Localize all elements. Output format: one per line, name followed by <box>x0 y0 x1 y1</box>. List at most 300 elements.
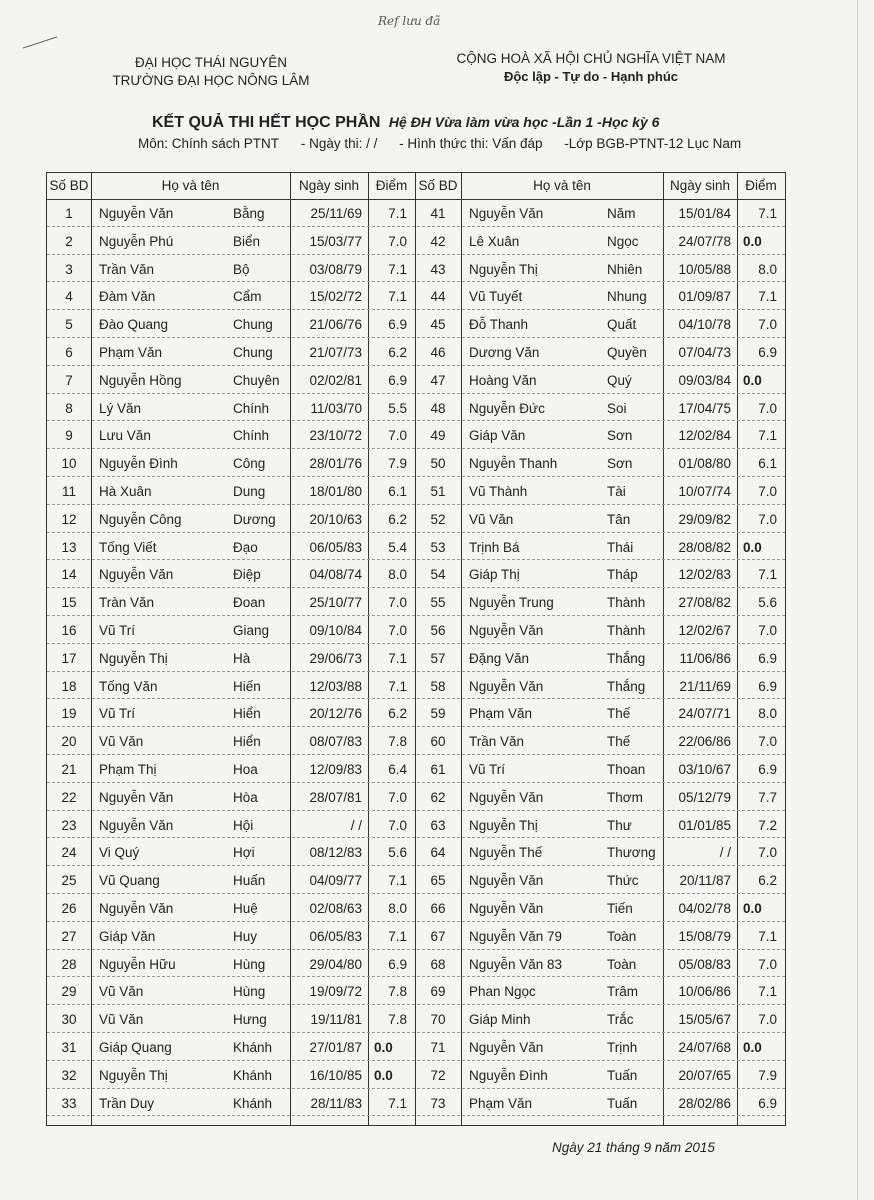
exam-form-label: - Hình thức thi: Vấn đáp <box>399 136 543 151</box>
cell-ten: Thái <box>607 539 634 555</box>
cell-ten: Chung <box>233 345 273 360</box>
cell-score: 5.4 <box>388 539 407 555</box>
table-row <box>47 645 785 673</box>
cell-ten: Hiến <box>233 678 261 694</box>
cell-ho: Vũ Văn <box>99 1012 144 1028</box>
cell-dob: 12/02/67 <box>678 623 731 638</box>
table-row <box>47 700 785 728</box>
cell-score: 7.0 <box>758 317 777 333</box>
cell-no: 68 <box>430 956 446 972</box>
cell-score: 6.4 <box>388 762 407 777</box>
table-row <box>47 561 785 589</box>
cell-dob: 28/02/86 <box>678 1095 731 1111</box>
cell-score: 0.0 <box>374 1040 393 1055</box>
cell-dob: 25/10/77 <box>309 595 362 611</box>
cell-no: 53 <box>430 539 446 555</box>
table-row <box>47 895 785 923</box>
table-row <box>47 422 785 450</box>
cell-score: 7.1 <box>388 678 407 694</box>
cell-ho: Trần Văn <box>99 261 155 277</box>
cell-ten: Chính <box>233 400 270 416</box>
cell-score: 7.1 <box>388 873 407 889</box>
cell-ten: Huệ <box>233 901 258 916</box>
cell-ho: Phạm Văn <box>469 1095 533 1111</box>
exam-date-label: - Ngày thi: / / <box>300 136 378 151</box>
cell-ten: Cẩm <box>233 289 262 305</box>
cell-ho: Đào Quang <box>99 317 169 333</box>
cell-no: 57 <box>430 650 446 666</box>
cell-no: 70 <box>430 1012 446 1028</box>
handwritten-note: Ref lưu đã <box>378 14 441 28</box>
cell-no: 50 <box>430 456 446 472</box>
cell-ho: Nguyễn Thế <box>469 845 543 861</box>
cell-ten: Chung <box>233 317 273 333</box>
table-row <box>47 534 785 562</box>
cell-ho: Nguyễn Hồng <box>99 372 182 388</box>
cell-score: 7.1 <box>388 650 407 666</box>
cell-ho: Nguyễn Thị <box>469 817 538 833</box>
cell-no: 66 <box>430 901 446 916</box>
cell-no: 61 <box>430 762 446 777</box>
header-no-right: Số BD <box>418 178 458 193</box>
cell-ten: Tiến <box>607 901 633 916</box>
cell-dob: 12/03/88 <box>309 678 362 694</box>
cell-ten: Hiển <box>233 706 261 722</box>
cell-ho: Giáp Minh <box>469 1012 531 1028</box>
cell-no: 45 <box>430 317 446 333</box>
cell-no: 47 <box>430 372 446 388</box>
cell-ten: Tài <box>607 484 626 499</box>
cell-dob: 20/11/87 <box>679 873 731 889</box>
table-row <box>47 395 785 423</box>
class-label: -Lớp BGB-PTNT-12 Lục Nam <box>564 136 742 151</box>
cell-score: 7.9 <box>388 456 407 472</box>
cell-no: 48 <box>430 400 446 416</box>
results-table <box>46 172 786 1126</box>
cell-score: 7.0 <box>758 511 777 527</box>
cell-ho: Tống Văn <box>99 678 158 694</box>
cell-ho: Nguyễn Hữu <box>99 956 176 972</box>
table-row <box>47 1062 785 1090</box>
cell-score: 6.9 <box>388 956 407 972</box>
cell-ten: Thương <box>607 845 656 861</box>
cell-dob: 02/02/81 <box>309 372 362 388</box>
cell-dob: 01/01/85 <box>678 817 731 833</box>
cell-ten: Năm <box>607 206 636 221</box>
table-row <box>47 478 785 506</box>
header-no-left: Số BD <box>49 178 89 193</box>
cell-ho: Giáp Thị <box>469 567 520 583</box>
cell-no: 26 <box>61 901 77 916</box>
cell-no: 7 <box>65 372 73 388</box>
cell-dob: 19/11/81 <box>310 1012 362 1028</box>
cell-ten: Dương <box>233 511 276 527</box>
cell-dob: 16/10/85 <box>309 1067 362 1083</box>
cell-no: 3 <box>65 261 73 277</box>
table-row <box>47 311 785 339</box>
table-row <box>47 256 785 284</box>
cell-ho: Tràn Văn <box>99 595 155 611</box>
table-row <box>47 756 785 784</box>
table-row <box>47 728 785 756</box>
header-dob-right: Ngày sinh <box>669 178 731 193</box>
cell-dob: 06/05/83 <box>309 928 362 944</box>
cell-no: 41 <box>430 206 446 221</box>
cell-no: 12 <box>61 511 77 527</box>
cell-dob: 21/07/73 <box>309 345 362 360</box>
cell-no: 55 <box>430 595 446 611</box>
cell-dob: 15/02/72 <box>309 289 362 305</box>
cell-no: 64 <box>430 845 446 861</box>
cell-dob: 27/01/87 <box>309 1040 362 1055</box>
exam-info <box>138 136 759 151</box>
cell-score: 7.0 <box>388 817 407 833</box>
table-row <box>47 283 785 311</box>
cell-no: 14 <box>61 567 77 583</box>
cell-ho: Nguyễn Trung <box>469 595 554 611</box>
subject-label: Môn: Chính sách PTNT <box>138 136 280 151</box>
cell-ho: Hoàng Văn <box>469 372 537 388</box>
cell-ten: Quất <box>607 317 637 333</box>
header-name-left: Họ và tên <box>161 178 220 193</box>
cell-ho: Đỗ Thanh <box>469 317 529 333</box>
cell-ho: Nguyễn Thị <box>99 1067 168 1083</box>
cell-ho: Nguyễn Văn <box>469 789 544 805</box>
cell-ho: Nguyễn Văn 83 <box>469 956 563 972</box>
cell-ten: Quý <box>607 372 632 388</box>
cell-dob: 04/08/74 <box>309 567 362 583</box>
cell-ten: Đoan <box>233 595 266 611</box>
cell-ten: Hòa <box>233 789 258 805</box>
cell-score: 7.1 <box>758 428 777 444</box>
cell-score: 7.9 <box>758 1067 777 1083</box>
cell-score: 7.0 <box>388 623 407 638</box>
cell-ten: Sơn <box>607 456 633 472</box>
cell-ten: Soi <box>607 400 627 416</box>
cell-ten: Hiển <box>233 734 261 750</box>
cell-ten: Hùng <box>233 984 266 1000</box>
cell-no: 27 <box>61 928 77 944</box>
cell-score: 0.0 <box>374 1067 393 1083</box>
cell-score: 8.0 <box>388 567 407 583</box>
cell-no: 9 <box>65 428 73 444</box>
cell-no: 1 <box>65 206 73 221</box>
cell-dob: 15/08/79 <box>678 928 731 944</box>
cell-score: 8.0 <box>758 706 777 722</box>
table-row <box>47 1034 785 1062</box>
cell-dob: 01/09/87 <box>678 289 731 305</box>
cell-ten: Thức <box>607 873 639 889</box>
cell-score: 7.8 <box>388 734 407 750</box>
cell-dob: 22/06/86 <box>678 734 731 750</box>
cell-score: 7.0 <box>758 400 777 416</box>
cell-ten: Hà <box>233 650 251 666</box>
cell-no: 63 <box>430 817 446 833</box>
cell-no: 22 <box>61 789 77 805</box>
cell-dob: 21/06/76 <box>309 317 362 333</box>
cell-no: 2 <box>65 233 73 249</box>
cell-ten: Tuấn <box>607 1095 638 1111</box>
cell-dob: 15/03/77 <box>309 233 362 249</box>
table-row <box>47 589 785 617</box>
table-row <box>47 673 785 701</box>
cell-score: 7.7 <box>758 789 777 805</box>
cell-dob: 28/07/81 <box>309 789 362 805</box>
cell-no: 73 <box>430 1095 446 1111</box>
cell-ten: Hưng <box>233 1012 267 1028</box>
cell-ho: Giáp Văn <box>99 928 156 944</box>
cell-score: 5.6 <box>388 845 407 861</box>
cell-dob: 12/02/83 <box>678 567 731 583</box>
cell-dob: 28/11/83 <box>310 1095 362 1111</box>
cell-ten: Chính <box>233 428 270 444</box>
cell-dob: 27/08/82 <box>678 595 731 611</box>
cell-ho: Nguyễn Văn <box>99 901 174 916</box>
cell-ho: Trần Văn <box>469 734 525 750</box>
cell-ten: Giang <box>233 623 270 638</box>
cell-dob: 10/05/88 <box>678 261 731 277</box>
cell-no: 4 <box>65 289 73 305</box>
national-motto: Độc lập - Tự do - Hạnh phúc <box>503 69 679 84</box>
cell-ho: Nguyễn Đình <box>469 1067 548 1083</box>
cell-no: 69 <box>430 984 446 1000</box>
page-edge <box>857 0 858 1200</box>
cell-dob: 18/01/80 <box>309 484 362 499</box>
cell-score: 6.9 <box>758 678 777 694</box>
cell-dob: 08/07/83 <box>309 734 362 750</box>
cell-score: 6.9 <box>758 650 777 666</box>
cell-ten: Thành <box>607 623 646 638</box>
cell-score: 7.1 <box>388 206 407 221</box>
cell-dob: 03/10/67 <box>678 762 731 777</box>
cell-dob: 12/02/84 <box>678 428 731 444</box>
cell-score: 7.1 <box>758 928 777 944</box>
cell-no: 24 <box>61 845 77 861</box>
cell-no: 67 <box>430 928 446 944</box>
cell-ten: Dung <box>233 484 266 499</box>
signing-date: Ngày 21 tháng 9 năm 2015 <box>552 1140 715 1155</box>
table-body <box>47 200 785 1125</box>
cell-ho: Lê Xuân <box>469 233 520 249</box>
cell-ho: Vũ Văn <box>99 984 144 1000</box>
cell-no: 33 <box>61 1095 77 1111</box>
cell-ho: Tống Viết <box>99 539 157 555</box>
table-row <box>47 200 785 228</box>
cell-dob: 04/10/78 <box>678 317 731 333</box>
cell-ho: Nguyễn Phú <box>99 233 174 249</box>
cell-no: 72 <box>430 1067 446 1083</box>
cell-ho: Phan Ngọc <box>469 984 536 1000</box>
cell-score: 7.8 <box>388 1012 407 1028</box>
cell-no: 17 <box>61 650 77 666</box>
cell-score: 7.1 <box>758 984 777 1000</box>
cell-ten: Khánh <box>233 1095 273 1111</box>
cell-ho: Nguyễn Văn <box>469 206 544 221</box>
cell-no: 19 <box>61 706 77 722</box>
cell-ten: Chuyên <box>233 372 280 388</box>
cell-score: 7.0 <box>388 789 407 805</box>
table-row <box>47 450 785 478</box>
cell-ho: Nguyễn Văn <box>469 623 544 638</box>
cell-ten: Thế <box>607 734 631 750</box>
cell-no: 44 <box>430 289 446 305</box>
table-row <box>47 506 785 534</box>
cell-dob: 12/09/83 <box>309 762 362 777</box>
cell-score: 7.1 <box>758 206 777 221</box>
cell-ho: Vũ Trí <box>99 623 136 638</box>
cell-dob: 02/08/63 <box>309 901 362 916</box>
cell-dob: 24/07/68 <box>678 1040 731 1055</box>
cell-dob: 17/04/75 <box>678 400 731 416</box>
cell-no: 52 <box>430 511 446 527</box>
pen-mark <box>23 36 58 48</box>
cell-dob: 06/05/83 <box>309 539 362 555</box>
header-score-left: Điểm <box>375 178 408 193</box>
table-row <box>47 1006 785 1034</box>
cell-no: 21 <box>61 762 77 777</box>
cell-no: 43 <box>430 261 446 277</box>
cell-score: 7.0 <box>758 1012 777 1028</box>
cell-no: 65 <box>430 873 446 889</box>
header-name-right: Họ và tên <box>533 178 591 193</box>
cell-ten: Khánh <box>233 1040 273 1055</box>
cell-ten: Nhung <box>607 289 647 305</box>
cell-no: 46 <box>430 345 446 360</box>
cell-dob: 09/03/84 <box>678 372 731 388</box>
cell-ho: Hà Xuân <box>99 484 152 499</box>
cell-score: 6.9 <box>388 372 407 388</box>
cell-score: 6.2 <box>758 873 777 889</box>
cell-ten: Bộ <box>233 261 250 277</box>
cell-ho: Phạm Văn <box>469 706 533 722</box>
cell-score: 7.0 <box>388 233 407 249</box>
cell-dob: 10/07/74 <box>678 484 731 499</box>
school-name: TRƯỜNG ĐẠI HỌC NÔNG LÂM <box>112 73 310 88</box>
cell-ho: Nguyễn Văn <box>99 817 174 833</box>
cell-ten: Điệp <box>233 567 261 583</box>
cell-ho: Giáp Văn <box>469 428 526 444</box>
cell-no: 18 <box>61 678 77 694</box>
cell-score: 8.0 <box>388 901 407 916</box>
cell-dob: 29/04/80 <box>309 956 362 972</box>
cell-no: 59 <box>430 706 446 722</box>
cell-dob: 04/02/78 <box>678 901 731 916</box>
cell-dob: 21/11/69 <box>679 678 731 694</box>
cell-dob: 10/06/86 <box>678 984 731 1000</box>
cell-score: 0.0 <box>743 233 762 249</box>
cell-dob: 24/07/78 <box>678 233 731 249</box>
table-row <box>47 367 785 395</box>
cell-score: 6.9 <box>758 1095 777 1111</box>
cell-dob: / / <box>719 845 731 861</box>
table-row <box>47 1090 785 1118</box>
cell-ho: Lưu Văn <box>99 428 151 444</box>
cell-no: 11 <box>61 484 76 499</box>
cell-ho: Trịnh Bá <box>469 539 520 555</box>
cell-ho: Nguyễn Thanh <box>469 456 558 472</box>
cell-ten: Sơn <box>607 428 633 444</box>
cell-ten: Trắc <box>607 1012 634 1028</box>
cell-score: 7.1 <box>388 289 407 305</box>
cell-ho: Nguyễn Thị <box>99 650 168 666</box>
cell-dob: 01/08/80 <box>678 456 731 472</box>
cell-score: 5.6 <box>758 595 777 611</box>
cell-ho: Dương Văn <box>469 345 540 360</box>
cell-ho: Nguyễn Công <box>99 511 182 527</box>
cell-no: 23 <box>61 817 77 833</box>
table-row <box>47 228 785 256</box>
cell-score: 7.0 <box>758 845 777 861</box>
table-row <box>47 617 785 645</box>
cell-score: 6.1 <box>758 456 777 472</box>
cell-score: 7.2 <box>758 817 777 833</box>
cell-no: 15 <box>61 595 77 611</box>
cell-score: 8.0 <box>758 261 777 277</box>
table-row <box>47 339 785 367</box>
cell-dob: 19/09/72 <box>309 984 362 1000</box>
cell-ten: Thế <box>607 706 631 722</box>
cell-ten: Trâm <box>607 984 638 1000</box>
cell-ho: Nguyễn Đức <box>469 400 545 416</box>
cell-no: 42 <box>430 233 446 249</box>
cell-ho: Lý Văn <box>99 400 142 416</box>
cell-ten: Thắng <box>607 650 646 666</box>
cell-ten: Nhiên <box>607 261 643 277</box>
cell-score: 7.0 <box>388 428 407 444</box>
cell-no: 49 <box>430 428 446 444</box>
cell-ho: Nguyễn Văn <box>469 1040 544 1055</box>
cell-no: 6 <box>65 345 73 360</box>
cell-score: 6.9 <box>758 762 777 777</box>
cell-ten: Toàn <box>607 928 637 944</box>
cell-ho: Phạm Văn <box>99 345 163 360</box>
cell-ho: Nguyễn Văn 79 <box>469 928 563 944</box>
cell-ten: Thư <box>607 817 632 833</box>
cell-ten: Bằng <box>233 206 265 221</box>
table-row <box>47 978 785 1006</box>
cell-score: 7.0 <box>758 484 777 499</box>
cell-score: 7.8 <box>388 984 407 1000</box>
cell-no: 13 <box>61 539 77 555</box>
cell-ho: Vũ Trí <box>99 706 136 722</box>
cell-dob: 11/03/70 <box>310 400 362 416</box>
cell-ho: Nguyễn Văn <box>99 567 174 583</box>
cell-ten: Trịnh <box>607 1040 638 1055</box>
cell-ho: Vũ Văn <box>469 511 514 527</box>
cell-score: 6.2 <box>388 345 407 360</box>
cell-ho: Trần Duy <box>99 1095 155 1111</box>
title-sub: Hệ ĐH Vừa làm vừa học -Lần 1 -Học kỳ 6 <box>388 114 660 130</box>
cell-dob: 09/10/84 <box>309 623 362 638</box>
cell-score: 0.0 <box>743 539 762 555</box>
cell-ten: Thoan <box>607 762 646 777</box>
table-row <box>47 784 785 812</box>
cell-ten: Hoa <box>233 762 258 777</box>
cell-score: 0.0 <box>743 372 762 388</box>
cell-score: 7.1 <box>758 289 777 305</box>
cell-no: 30 <box>61 1012 77 1028</box>
cell-no: 51 <box>430 484 446 499</box>
cell-ho: Nguyễn Văn <box>469 873 544 889</box>
cell-score: 7.0 <box>758 956 777 972</box>
cell-no: 8 <box>65 400 73 416</box>
cell-dob: / / <box>350 817 362 833</box>
cell-ten: Thành <box>607 595 646 611</box>
cell-ho: Đàm Văn <box>99 289 156 305</box>
cell-score: 6.2 <box>388 706 407 722</box>
cell-score: 7.0 <box>758 734 777 750</box>
cell-ten: Ngọc <box>607 233 639 249</box>
